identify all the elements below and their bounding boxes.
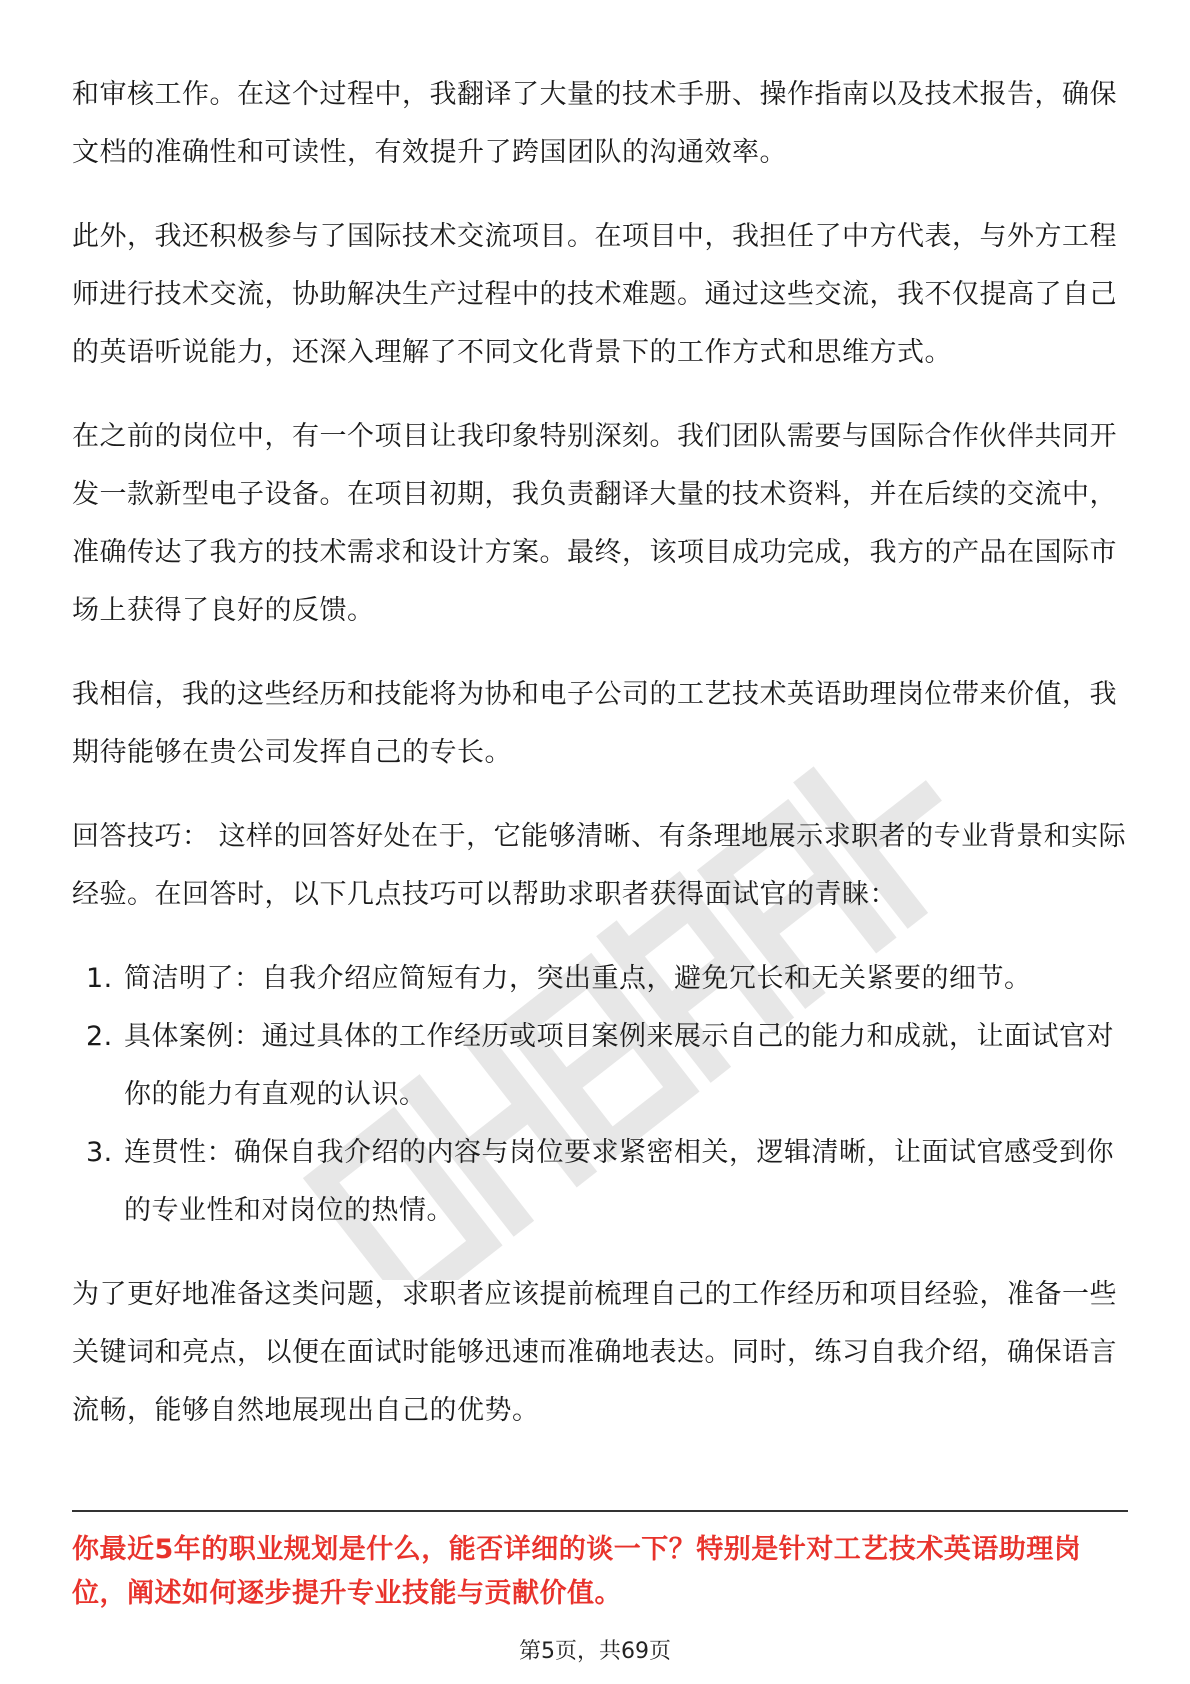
paragraph-international-exchange: 此外，我还积极参与了国际技术交流项目。在项目中，我担任了中方代表，与外方工程师进行技术交流，协助解决生产过程中的技术难题。通过这些交流，我不仅提高了自己的英语听说能力，还深入理解了不同文化背景下的工作方式和思维方式。 — [72, 221, 1117, 368]
paragraph-project-experience: 在之前的岗位中，有一个项目让我印象特别深刻。我们团队需要与国际合作伙伴共同开发一款新型电子设备。在项目初期，我负责翻译大量的技术资料，并在后续的交流中，准确传达了我方的技术需求和设计方案。最终，该项目成功完成，我方的产品在国际市场上获得了良好的反馈。 — [72, 421, 1117, 626]
section-divider — [72, 1510, 1128, 1512]
list-number: 1. — [86, 963, 113, 994]
list-number: 2. — [86, 1021, 113, 1052]
paragraph-preparation: 为了更好地准备这类问题，求职者应该提前梳理自己的工作经历和项目经验，准备一些关键词和亮点，以便在面试时能够迅速而准确地表达。同时，练习自我介绍，确保语言流畅，能够自然地展现出自己的优势。 — [72, 1279, 1117, 1426]
tips-list — [72, 950, 1132, 1240]
list-text: 具体案例：通过具体的工作经历或项目案例来展示自己的能力和成就，让面试官对你的能力有直观的认识。 — [124, 1021, 1114, 1110]
list-text: 连贯性：确保自我介绍的内容与岗位要求紧密相关，逻辑清晰，让面试官感受到你的专业性和对岗位的热情。 — [124, 1137, 1114, 1226]
list-item — [72, 950, 1132, 1008]
paragraph-answer-tips: 回答技巧： 这样的回答好处在于，它能够清晰、有条理地展示求职者的专业背景和实际经验。在回答时，以下几点技巧可以帮助求职者获得面试官的青睐： — [72, 821, 1127, 910]
list-item — [72, 1008, 1132, 1124]
next-question-heading: 你最近5年的职业规划是什么，能否详细的谈一下？特别是针对工艺技术英语助理岗位，阐述如何逐步提升专业技能与贡献价值。 — [72, 1534, 1082, 1609]
paragraph-intro: 和审核工作。在这个过程中，我翻译了大量的技术手册、操作指南以及技术报告，确保文档的准确性和可读性，有效提升了跨国团队的沟通效率。 — [72, 79, 1117, 168]
page-footer: 第5页，共69页 — [519, 1639, 671, 1664]
list-item — [72, 1124, 1132, 1240]
paragraph-conclusion: 我相信，我的这些经历和技能将为协和电子公司的工艺技术英语助理岗位带来价值，我期待能够在贵公司发挥自己的专长。 — [72, 679, 1117, 768]
list-number: 3. — [86, 1137, 113, 1168]
list-text: 简洁明了：自我介绍应简短有力，突出重点，避免冗长和无关紧要的细节。 — [124, 963, 1032, 994]
main-content — [72, 66, 1132, 1466]
